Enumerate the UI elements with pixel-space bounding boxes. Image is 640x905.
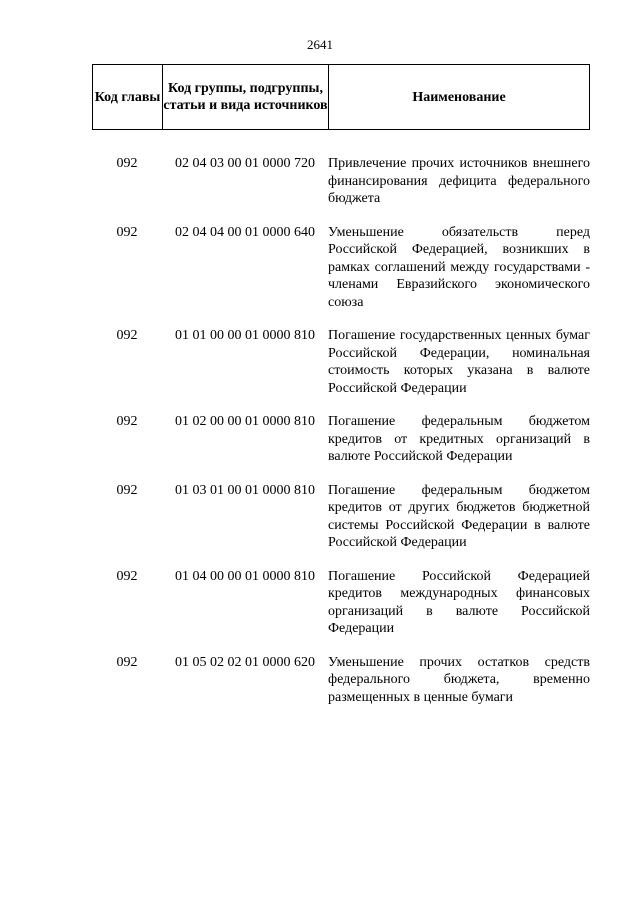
- source-name: Погашение федеральным бюджетом кредитов от кредитных организаций в валюте Российской Федерации: [328, 414, 590, 464]
- chapter-code: 092: [116, 156, 138, 171]
- chapter-code: 092: [116, 482, 138, 498]
- source-name: Погашение Российской Федерацией кредитов международных финансовых организаций в валюте Российской Федерации: [328, 568, 590, 636]
- header-chapter-code: Код главы: [93, 65, 163, 129]
- chapter-code: 092: [116, 328, 138, 343]
- source-name: Погашение государственных ценных бумаг Российской Федерации, номинальная стоимость которых указана в валюте Российской Федерации: [328, 328, 590, 396]
- source-code: 02 04 04 00 01 0000 640: [175, 224, 315, 240]
- page-number: 2641: [307, 37, 333, 52]
- table-body: [92, 155, 590, 722]
- chapter-code: 092: [116, 414, 138, 429]
- header-name: Наименование: [412, 89, 506, 105]
- chapter-code: 092: [116, 568, 138, 584]
- table-row: [92, 654, 590, 707]
- table-row: [92, 413, 590, 466]
- table-header: [92, 64, 590, 130]
- table-row: [92, 155, 590, 208]
- header-source-code: Код группы, подгруппы, статьи и вида источников: [163, 65, 329, 129]
- table-row: [92, 224, 590, 312]
- chapter-code: 092: [116, 224, 138, 240]
- source-name: Привлечение прочих источников внешнего финансирования дефицита федерального бюджета: [328, 156, 590, 206]
- source-code: 01 05 02 02 01 0000 620: [175, 654, 315, 670]
- table-row: [92, 568, 590, 638]
- source-code: 01 03 01 00 01 0000 810: [175, 482, 315, 498]
- source-code: 01 02 00 00 01 0000 810: [175, 414, 315, 429]
- source-name: Уменьшение прочих остатков средств федерального бюджета, временно размещенных в ценные бумаги: [328, 654, 590, 705]
- source-code: 01 04 00 00 01 0000 810: [175, 568, 315, 584]
- source-name: Погашение федеральным бюджетом кредитов от других бюджетов бюджетной системы Российской Федерации в валюте Российской Федерации: [328, 482, 590, 550]
- chapter-code: 092: [116, 654, 138, 670]
- table-row: [92, 482, 590, 552]
- source-code: 02 04 03 00 01 0000 720: [175, 156, 315, 171]
- source-name: Уменьшение обязательств перед Российской Федерацией, возникших в рамках соглашений между государствами - членами Евразийского экономического союза: [328, 224, 590, 310]
- source-code: 01 01 00 00 01 0000 810: [175, 328, 315, 343]
- table-row: [92, 327, 590, 397]
